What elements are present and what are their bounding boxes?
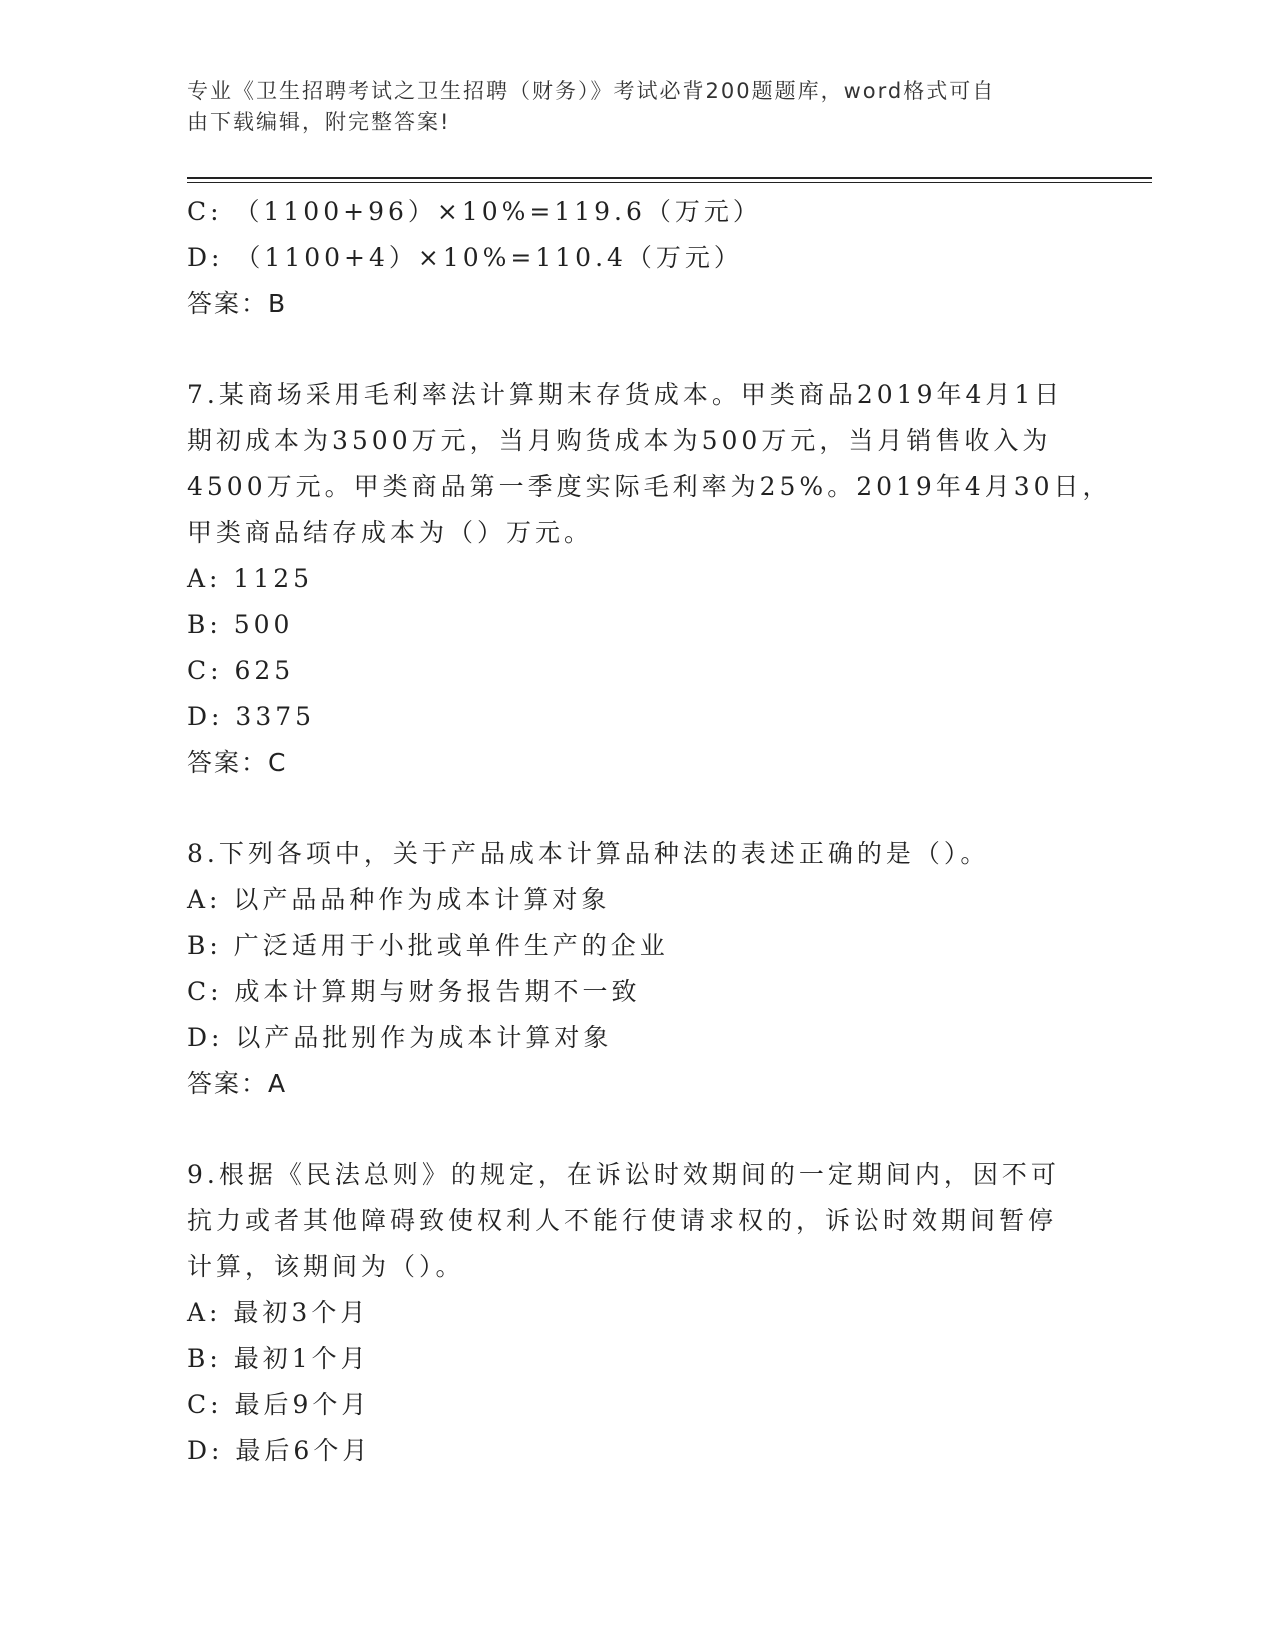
option-c: C: 625 xyxy=(187,656,295,685)
question-text-line: 9.根据《民法总则》的规定，在诉讼时效期间的一定期间内，因不可 xyxy=(187,1160,1060,1189)
question-9 xyxy=(187,1152,1087,1474)
question-text-line: 8.下列各项中，关于产品成本计算品种法的表述正确的是（）。 xyxy=(187,839,990,868)
question-text-line: 4500万元。甲类商品第一季度实际毛利率为25%。2019年4月30日， xyxy=(187,472,1112,501)
spacer xyxy=(187,786,1087,831)
question-7 xyxy=(187,372,1112,786)
option-a: A: 最初3个月 xyxy=(187,1298,370,1327)
option-a: A: 以产品品种作为成本计算对象 xyxy=(187,885,611,914)
option-c: C: 最后9个月 xyxy=(187,1390,371,1419)
question-text-line: 7.某商场采用毛利率法计算期末存货成本。甲类商品2019年4月1日 xyxy=(187,380,1064,409)
option-a: A: 1125 xyxy=(187,564,314,593)
header-line-2: 由下载编辑，附完整答案! xyxy=(187,110,451,134)
option-b: B: 最初1个月 xyxy=(187,1344,370,1373)
option-c: C: （1100+96）×10%=119.6（万元） xyxy=(187,197,762,226)
question-text-line: 期初成本为3500万元，当月购货成本为500万元，当月销售收入为 xyxy=(187,426,1052,455)
header-rule-thin xyxy=(187,182,1152,183)
question-8 xyxy=(187,831,1087,1107)
option-d: D: （1100+4）×10%=110.4（万元） xyxy=(187,243,743,272)
answer-line: 答案：C xyxy=(187,748,288,777)
option-d: D: 3375 xyxy=(187,702,316,731)
question-content xyxy=(187,189,1112,1474)
question-6-continued xyxy=(187,189,1087,327)
spacer xyxy=(187,327,1087,372)
answer-line: 答案：B xyxy=(187,289,288,318)
question-text-line: 甲类商品结存成本为（）万元。 xyxy=(187,518,594,547)
option-b: B: 500 xyxy=(187,610,294,639)
option-d: D: 最后6个月 xyxy=(187,1436,372,1465)
option-d: D: 以产品批别作为成本计算对象 xyxy=(187,1023,613,1052)
answer-line: 答案：A xyxy=(187,1069,288,1098)
header-rule-thick xyxy=(187,177,1152,179)
document-header xyxy=(187,76,1067,138)
header-line-1: 专业《卫生招聘考试之卫生招聘（财务）》考试必背200题题库，word格式可自 xyxy=(187,79,996,103)
option-c: C: 成本计算期与财务报告期不一致 xyxy=(187,977,641,1006)
spacer xyxy=(187,1107,1087,1152)
question-text-line: 计算，该期间为（）。 xyxy=(187,1252,465,1281)
option-b: B: 广泛适用于小批或单件生产的企业 xyxy=(187,931,669,960)
question-text-line: 抗力或者其他障碍致使权利人不能行使请求权的，诉讼时效期间暂停 xyxy=(187,1206,1058,1235)
